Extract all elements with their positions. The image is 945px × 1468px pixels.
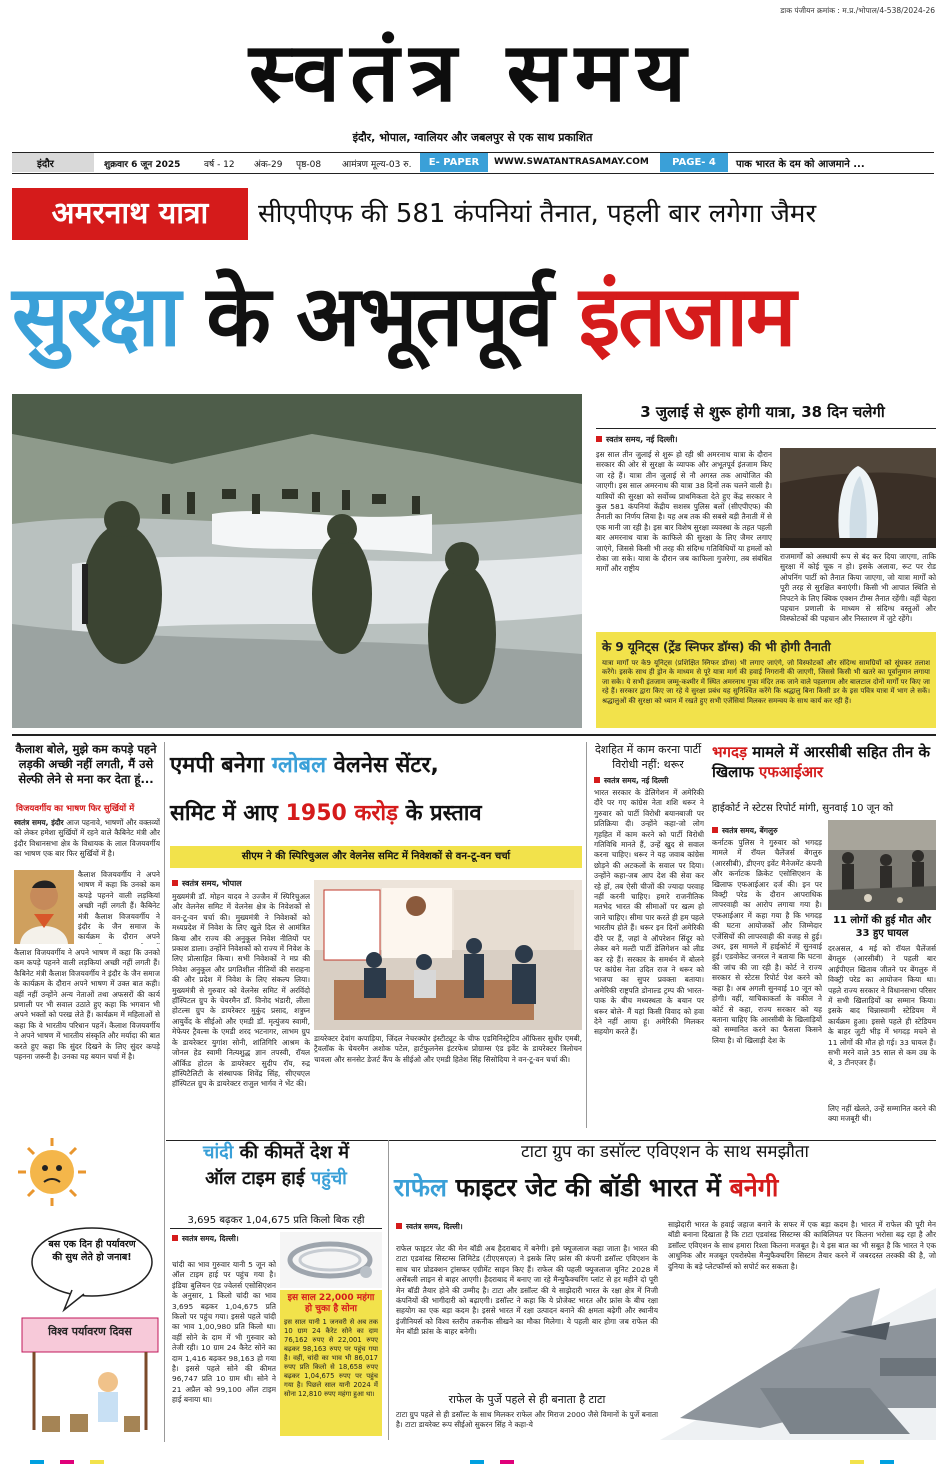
stampede-headline: भगदड़ मामले में आरसीबी सहित तीन के खिलाफ एफआईआर [712, 743, 931, 781]
kailash-body-main: कैलाश विजयवर्गीय ने अपने भाषण में कहा कि उनको कम कपड़े पहनने वाली लड़कियां अच्छी नहीं लगती हैं। कैबिनेट मंत्री कैलाश विजयवर्गीय ने इंदौर के जैन समाज के कार्यक्रम के दौरान अपने भाषण में उक्त बात कही। वहीं नहीं उन्होंने अन्य नेताओं तथा अफसरों की कार्य प्रणाली पर भी सवाल उठाते हुए कहा कि भगवान भी अपने भक्तों को परख लेते हैं। कार्यक्रम में महिलाओं से कहा कि वे भारतीय परिधान पहनें। कैलाश विजयवर्गीय ने अपने भाषण में भारतीय संस्कृति और मर्यादा की बात करते हुए कहा कि सुंदर दिखने के लिए सुंदर कपड़े पहनना जरूरी है। उनका यह बयान चर्चा में है। [14, 948, 160, 1062]
silver-ornaments-photo [280, 1232, 382, 1288]
issue-number: अंक-29 [254, 160, 283, 170]
lead-byline: स्वतंत्र समय, नई दिल्ली। [596, 434, 678, 445]
newspaper-title: स्वतंत्र समय [248, 24, 697, 121]
lead-body-right: राजमार्गों को अस्थायी रूप से बंद कर दिया जाएगा, ताकि सुरक्षा में कोई चूक न हो। इसके अलावा, रूट पर रोड ओपनिंग पार्टी को तैनात किया जाएगा, जो यात्रा मार्गों को पूरी तरह से सुरक्षित बनाएंगी। किसी भी आपात स्थिति से निपटने के लिए क्विक एक्शन टीम्स तैनात रहेंगी। वहीं चेहरा पहचान प्रणाली के माध्यम से संदिग्ध वस्तुओं और विस्फोटकों की पहचान और निस्तारण में जुटे रहेंगे। [780, 552, 936, 624]
k9-box [596, 632, 936, 728]
tharoor-headline: देशहित में काम करना पार्टी विरोधी नहीं: थरूर [594, 743, 702, 771]
rafale-strap: टाटा ग्रुप का डसॉल्ट एविएशन के साथ समझौता [521, 1142, 809, 1162]
gold-box-body: इस साल यानी 1 जनवरी से अब तक 10 ग्राम 24 कैरेट सोने का दाम 76,162 रुपए से 22,001 रुपए बढ़कर 98,163 रुपए पर पहुंच गया है। वहीं, चांदी का भाव भी 86,017 रुपए प्रति किलो से 18,658 रुपए बढ़कर 1,04,675 रुपए पर पहुंच गया है। पिछले साल यानी 2024 में सोना 12,810 रुपए महंगा हुआ था। [284, 1318, 378, 1398]
headline-part-black: के अभूतपूर्व [206, 267, 552, 365]
dateline-bar [12, 152, 934, 174]
lead-strap: सीएपीएफ की 581 कंपनियां तैनात, पहली बार लगेगा जैमर [258, 199, 817, 229]
lead-photo-security-forces [12, 394, 582, 728]
price: आमंत्रण मूल्य-03 रु. [342, 160, 412, 170]
page-teaser: पाक भारत के दम को आजमाने ... [736, 159, 865, 170]
stampede-callout-body: दरअसल, 4 मई को रॉयल चैलेंजर्स बेंगलुरु (आरसीबी) ने पहली बार आईपीएल खिताब जीतने पर बेंगलुरु में विक्ट्री परेड का आयोजन किया था। पहले राज्य सरकार ने विधानसभा परिसर में सभी खिलाड़ियों का सम्मान किया। इसके बाद चिन्नास्वामी स्टेडियम में कार्यक्रम हुआ। इससे पहले ही स्टेडियम के बाहर जुटी भीड़ में भगदड़ मचने से 11 लोगों की मौत हो गई। 33 घायल हैं। सभी मरने वाले 35 साल से कम उम्र के थे, 3 टीनएजर हैं। [828, 944, 936, 1068]
environment-day-cartoon [12, 1130, 162, 1440]
silver-subheadline: 3,695 बढ़कर 1,04,675 प्रति किलो बिक रही [187, 1215, 365, 1226]
stampede-photo [828, 820, 936, 910]
k9-box-body: यात्रा मार्गों पर के9 यूनिट्स (प्रशिक्षित स्निफर डॉग्स) भी लगाए जाएंगे, जो विस्फोटकों और संदिग्ध सामग्रियों को सूंघकर तलाश करेंगे। इसके साथ ही ड्रोन के माध्यम से पूरे यात्रा मार्ग की हवाई निगरानी की जाएगी, जिससे किसी भी खतरे का पूर्वानुमान लगाया जा सके। ये सभी इंतजाम जम्मू-कश्मीर में स्थित अमरनाथ गुफा मंदिर तक जाने वाले पहलगाम और बालटाल दोनों मार्गों पर किए जा रहे हैं। सरकार द्वारा किए जा रहे ये सुरक्षा प्रबंध यह सुनिश्चित करेंगे कि श्रद्धालु बिना किसी डर के इस पवित्र यात्रा में भाग ले सकें। श्रद्धालुओं की सुरक्षा को ध्यान में रखते हुए सभी एजेंसियां मिलकर समन्वय के साथ कार्य कर रही हैं। [602, 659, 930, 705]
rafale-jet-photo [640, 1258, 936, 1440]
rafale-subheadline: राफेल के पुर्जे पहले से ही बनाता है टाटा [448, 1393, 606, 1406]
silver-body: चांदी का भाव गुरुवार यानी 5 जून को ऑल टाइम हाई पर पहुंच गया है। इंडिया बुलियन एंड ज्वेलर्स एसोसिएशन के अनुसार, 1 किलो चांदी का भाव 3,695 बढ़कर 1,04,675 प्रति किलो पर पहुंच गया। इससे पहले चांदी का भाव 1,00,980 प्रति किलो था। वहीं सोने के दाम में भी गुरुवार को तेजी रही। 10 ग्राम 24 कैरेट सोने का दाम 1,416 बढ़कर 98,163 हो गया है। इससे पहले सोने की कीमत 96,747 प्रति 10 ग्राम थी। सोने ने 21 अप्रैल को 99,100 ऑल टाइम हाई बनाया था। [172, 1260, 276, 1405]
cartoon-banner-text: विश्व पर्यावरण दिवस [48, 1325, 132, 1338]
lead-subheadline: 3 जुलाई से शुरू होगी यात्रा, 38 दिन चलेगी [640, 403, 885, 421]
kailash-headline: कैलाश बोले, मुझे कम कपड़े पहने लड़की अच्छी नहीं लगती, मैं उसे सेल्फी लेने से मना कर देता हूं... [15, 742, 157, 786]
stampede-callout-title: 11 लोगों की हुई मौत और 33 हुए घायल [833, 915, 931, 939]
wellness-byline: स्वतंत्र समय, भोपाल [172, 878, 242, 889]
rafale-body-2: टाटा ग्रुप पहले से ही डसॉल्ट के साथ मिलकर राफेल और मिराज 2000 जैसे विमानों के पुर्जे बनाता है। टाटा डायरेक्ट रूप सीईओ सुकरन सिंह ने कहा-ये [396, 1410, 658, 1430]
headline-part-blue: सुरक्षा [12, 267, 180, 365]
cartoon-speech-bubble: बस एक दिन ही पर्यावरण की सुध लेते हो जनाब! [48, 1239, 136, 1263]
gold-price-box [280, 1290, 382, 1436]
gold-box-title: इस साल 22,000 महंगा हो चुका है सोना [287, 1293, 375, 1314]
kailash-body-side: कैलाश विजयवर्गीय ने अपने भाषण में कहा कि उनको कम कपड़े पहनने वाली लड़कियां अच्छी नहीं लगती हैं। कैबिनेट मंत्री कैलाश विजयवर्गीय ने इंदौर के जैन समाज के कार्यक्रम के दौरान अपने [78, 870, 160, 942]
epaper-badge[interactable]: E- PAPER [420, 153, 488, 172]
stampede-subheadline: हाईकोर्ट ने स्टेटस रिपोर्ट मांगी, सुनवाई 10 जून को [712, 803, 894, 814]
issue-date: शुक्रवार 6 जून 2025 [104, 160, 181, 170]
rafale-body-right: साझेदारी भारत के हवाई जहाज बनाने के सफर में एक बड़ा कदम है। भारत में राफेल की पूरी मेन बॉडी बनाना दिखाता है कि टाटा एडवांस्ड सिस्टम्स की काबिलियत पर कितना भरोसा बढ़ रहा है और डसॉल्ट एविएशन के साथ हमारा रिश्ता कितना मजबूत है। ये इस बात का भी सबूत है कि भारत ने एक आधुनिक और मजबूत एयरोस्पेस मैन्युफैक्चरिंग सिस्टम तैयार करने में जबरदस्त तरक्की की है, जो दुनिया के बड़े प्लेटफॉर्म्स को सपोर्ट कर सकता है। [668, 1220, 936, 1271]
registration-number: डाक पंजीयन क्रमांक : म.प्र./भोपाल/4-538/2024-26 [780, 6, 935, 15]
stampede-tail: लिए नहीं खेलते, उन्हें सम्मानित करने की क्या मजबूरी थी। [828, 1104, 936, 1124]
wellness-headline-line2: समिट में आए 1950 करोड़ के प्रस्ताव [170, 801, 482, 826]
kailash-subheadline: विजयवर्गीय का भाषण फिर सुर्खियों में [16, 804, 135, 814]
lead-body-left: इस साल तीन जुलाई से शुरू हो रही श्री अमरनाथ यात्रा के दौरान सरकार की ओर से सुरक्षा के व्यापक और अभूतपूर्व इंतजाम किए जा रहे हैं। यात्रा तीन जुलाई से नौ अगस्त तक आयोजित की जाएगी। इस साल अमरनाथ की यात्रा 38 दिनों तक चलने वाली है। यात्रियों की सुरक्षा को सर्वोच्च प्राथमिकता देते हुए केंद्र सरकार ने कुल 581 कंपनियां केंद्रीय सशस्त्र पुलिस बलों (सीएपीएफ) की तैनाती का निर्णय लिया है। यह अब तक की सबसे बड़ी तैनाती में से एक मानी जा रही है। इस बार विशेष सुरक्षा व्यवस्था के तहत पहली बार अमरनाथ यात्रा के काफिले की सुरक्षा के लिए जैमर लगाए जाएंगे, जिससे किसी भी तरह की संदिग्ध गतिविधियों या हमलों को रोका जा सके। यात्रा के दौरान जब काफिला गुजरेगा, तब संबंधित मार्गों और राष्ट्रीय [596, 450, 772, 574]
headline-part-red: इंतजाम [578, 267, 795, 365]
tharoor-byline: स्वतंत्र समय, नई दिल्ली [594, 776, 668, 786]
page-ref-badge[interactable]: PAGE- 4 [660, 153, 728, 172]
wellness-body: मुख्यमंत्री डॉ. मोहन यादव ने उज्जैन में स्पिरिचुअल और वेलनेस समिट में वेलनेस क्षेत्र के निवेशकों से वन-टू-वन चर्चा की। मुख्यमंत्री ने निवेशकों को मध्यप्रदेश में निवेश के लिए खुले दिल से आमंत्रित किया और राज्य की अनुकूल निवेश नीतियों पर प्रकाश डाला। उन्होंने निवेशकों को राज्य में निवेश के लिए प्रोत्साहित किया। सभी निवेशकों ने मप्र की निवेश अनुकूल और प्रगतिशील नीतियों की सराहना की और प्रदेश में निवेश के लिए संकल्प लिया। मुख्यमंत्री से गुरुवार को वेलनेस समिट में अरविंदो हॉस्पिटल ग्रुप के चेयरमैन डॉ. विनोद भंडारी, लीला होटल्स ग्रुप के डायरेक्टर मुकुंद प्रसाद, शत्रुघ्न आयुर्वेद के सीईओ और एमडी डॉ. मृत्युंजय स्वामी, मेफेयर ट्रैवल्स के एमडी शरद भटनागर, लाभम ग्रुप के डायरेक्टर युगांश सोनी, शांतिगिरि आश्रम के जोनल हेड स्वामी नित्यशुद्ध ज्ञान तपस्वी, रॉयल ऑर्किड होटल के डायरेक्टर सुदीप रॉय, रुद्र हॉस्पिटैलिटी के संस्थापक शिवेंद्र सिंह, सीएचएल हॉस्पिटल ग्रुप के डायरेक्टर राजुल भार्गव ने भेंट की। [172, 892, 310, 1089]
lead-kicker: अमरनाथ यात्रा [12, 188, 248, 240]
masthead-tagline: इंदौर, भोपाल, ग्वालियर और जबलपुर से एक साथ प्रकाशित [352, 131, 593, 144]
kailash-photo [14, 870, 74, 944]
rafale-body: राफेल फाइटर जेट की मेन बॉडी अब हैदराबाद में बनेगी। इसे फ्यूजलाज कहा जाता है। भारत की टाटा एडवांस्ड सिस्टम्स लिमिटेड (टीएएसएल) ने इसके लिए फ्रांस की कंपनी डसॉल्ट एविएशन के साथ चार प्रोडक्शन ट्रांसफर एग्रीमेंट साइन किए हैं। राफेल की पहली फ्यूजलाज यूनिट 2028 में असेंबली लाइन से बाहर आएगी। हैदराबाद में बनाए जा रहे मैन्युफैक्चरिंग प्लांट से हर महीने दो पूरी मेन बॉडी तैयार होने की उम्मीद है। टाटा और डसॉल्ट की ये साझेदारी भारत के रक्षा क्षेत्र में निजी कंपनियों की भागीदारी को बढ़ाएगी। डसॉल्ट ने कहा कि ये प्रोजेक्ट भारत और फ्रांस के बीच रक्षा सहयोग का एक बड़ा कदम है। इससे भारत में रक्षा उत्पादन बनाने की क्षमता बढ़ेगी और स्थानीय इंजीनियर्स को विश्व स्तरीय तकनीक सीखने का मौका मिलेगा। ये पहली बार होगा जब राफेल की मेन बॉडी फ्रांस के बाहर बनेगी। [396, 1244, 658, 1337]
stampede-byline: स्वतंत्र समय, बेंगलुरु [712, 826, 778, 836]
silver-headline: चांदी की कीमतें देश में ऑल टाइम हाई पहुंची [203, 1142, 349, 1189]
stampede-body: कर्नाटक पुलिस ने गुरुवार को भगदड़ मामले में रॉयल चैलेंजर्स बेंगलुरु (आरसीबी), डीएनए इवेंट मैनेजमेंट कंपनी और कर्नाटक क्रिकेट एसोसिएशन के खिलाफ एफआईआर दर्ज की। इन पर विक्ट्री परेड के दौरान आपराधिक लापरवाही का आरोप लगाया गया है। एफआईआर में कहा गया है कि भगदड़ की घटना आयोजकों और जिम्मेदार एजेंसियों की लापरवाही की वजह से हुई। उधर, इस मामले में हाईकोर्ट में सुनवाई हुई। एडवोकेट जनरल ने बताया कि घटना की जांच की जा रही है। कोर्ट ने राज्य सरकार से स्टेटस रिपोर्ट पेश करने को कहा है। अब अगली सुनवाई 10 जून को होगी। वहीं, याचिकाकर्ता के वकील ने कोर्ट से कहा, राज्य सरकार को यह बताना चाहिए कि आरसीबी के खिलाड़ियों को सम्मानित करने का फैसला किसने लिया है। वो खिलाड़ी देश के [712, 838, 822, 1045]
rafale-byline: स्वतंत्र समय, दिल्ली। [396, 1222, 463, 1232]
kailash-body-intro: स्वतंत्र समय, इंदौर आज पहनावे, भाषणों और वक्तव्यों को लेकर हमेशा सुर्खियों में रहने वाले कैबिनेट मंत्री और इंदौर विधानसभा क्षेत्र के विधायक के लाल विजयवर्गीय का भाषण एक बार फिर सुर्खियों में है। [14, 818, 160, 859]
wellness-strap: सीएम ने की स्पिरिचुअल और वेलनेस समिट में निवेशकों से वन-टू-वन चर्चा [170, 846, 582, 868]
rafale-headline: राफेल फाइटर जेट की बॉडी भारत में बनेगी [394, 1173, 779, 1202]
issue-year: वर्ष - 12 [204, 160, 235, 170]
lead-headline [12, 250, 937, 382]
wellness-summit-photo [314, 880, 582, 1030]
k9-box-title: के 9 यूनिट्स (ट्रेंड स्निफर डॉग्स) की भी होगी तैनाती [602, 640, 831, 654]
page-count: पृष्ठ-08 [296, 160, 322, 170]
edition-city: इंदौर [37, 159, 54, 170]
wellness-photo-caption: डायरेक्टर देवांग कपाड़िया, जिंदल नेचरक्योर इंस्टीट्यूट के चीफ एडमिनिस्ट्रेटिव ऑफिसर सुधीर एमबी, ट्रैवलॉक के चेयरमैन अशोक पटेल, हार्टफुलनेस इंटरफेथ प्रोग्राम्स एंड इवेंट के डायरेक्टर त्रिलोचन चावला और सनसेट डेजर्ट कैंप के सीईओ और एमडी हितेश सिंह सिसोदिया ने वन-टू-वन चर्चा की। [314, 1034, 582, 1064]
tharoor-body: भारत सरकार के डेलिगेशन में अमेरिकी दौरे पर गए कांग्रेस नेता शशि थरूर ने गुरुवार को पार्टी विरोधी बयानबाजी पर प्रतिक्रिया दी। उन्होंने कहा-जो लोग गृहहित में काम करने को पार्टी विरोधी गतिविधि मानते हैं, उन्हें खुद से सवाल करना चाहिए। थरूर ने यह जवाब कांग्रेस छोड़ने की अटकलों के सवाल पर दिया। उन्होंने कहा-जब आप देश की सेवा कर रहे हों, तब ऐसी चीजों की ज्यादा परवाह नहीं करनी चाहिए। हमारे राजनीतिक मतभेद भारत की सीमाओं पर खत्म हो जाने चाहिए। सीमा पार करते ही हम पहले भारतीय होते हैं। थरूर इन दिनों अमेरिकी दौरे पर हैं, जहां वे ऑपरेशन सिंदूर को लेकर बने मल्टी पार्टी डेलिगेशन को लीड कर रहे हैं। सरकार के समर्थन में बोलने पर कांग्रेस नेता उदित राज ने थरूर को भाजपा का सुपर प्रवक्ता बताया। अमेरिकी राष्ट्रपति डोनाल्ड ट्रम्प की भारत-पाक के बीच मध्यस्थता के बयान पर थरूर बोले- मैं यहां किसी विवाद को हवा देने नहीं आया हूं। अमेरिकी मिलकर सहयोग करते हैं। [594, 788, 704, 1037]
amarnath-shivling-photo [780, 448, 936, 548]
silver-byline: स्वतंत्र समय, दिल्ली। [172, 1234, 239, 1244]
website-link[interactable]: WWW.SWATANTRASAMAY.COM [494, 157, 649, 167]
wellness-headline-line1: एमपी बनेगा ग्लोबल वेलनेस सेंटर, [170, 753, 439, 778]
